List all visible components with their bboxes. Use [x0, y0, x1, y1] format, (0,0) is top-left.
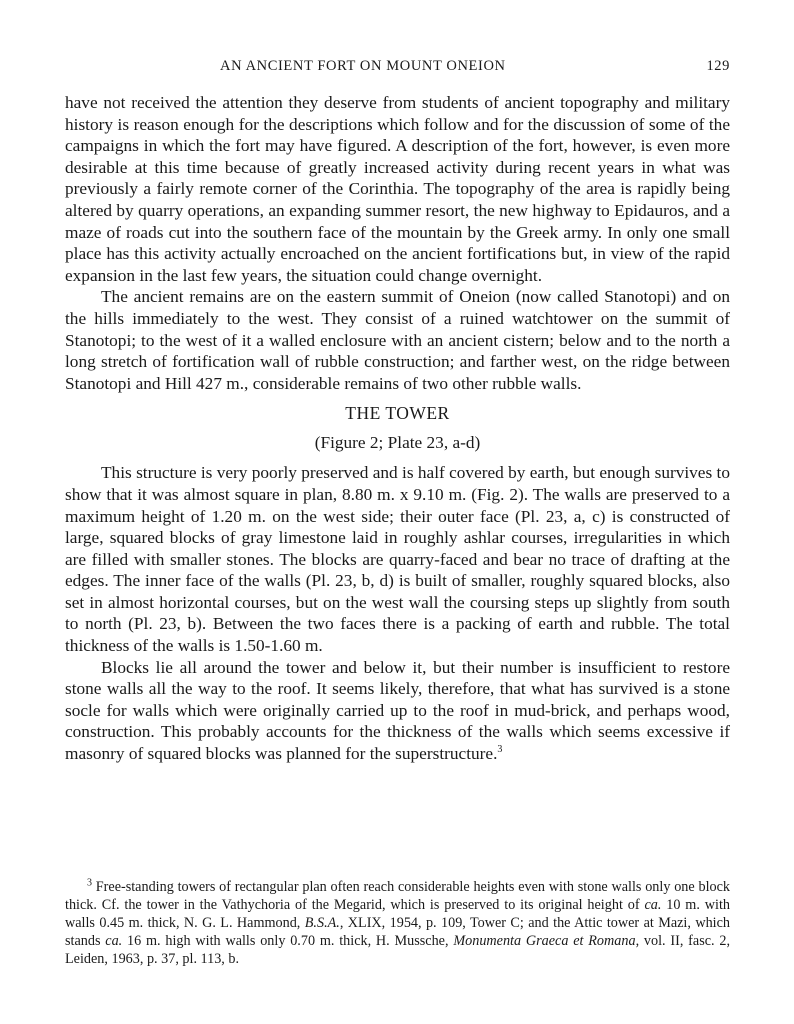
- running-title: AN ANCIENT FORT ON MOUNT ONEION: [220, 58, 506, 74]
- footnote-series-title: Monumenta Graeca et Romana: [453, 933, 636, 949]
- footnote-marker: 3: [87, 877, 92, 889]
- body-text: [65, 92, 730, 765]
- footnote-journal-bsa: B.S.A.: [304, 915, 340, 931]
- footnote-ca-1: ca.: [644, 897, 662, 913]
- footnote: [65, 878, 730, 968]
- footnote-text-b: 10 m. with walls 0.45 m. thick, N. G. L. Hammond,: [65, 897, 730, 931]
- footnote-reference[interactable]: 3: [497, 744, 503, 756]
- paragraph-3: This structure is very poorly preserved and is half covered by earth, but enough survives to show that it was almost square in plan, 8.80 m. x 9.10 m. (Fig. 2). The walls are preserved to a maximum height of 1.20 m. on the west side; their outer face (Pl. 23, a, c) is constructed of large, squared blocks of gray limestone laid in roughly ashlar courses, irregularities in which are filled with smaller stones. The blocks are quarry-faced and bear no trace of drafting at the edges. The inner face of the walls (Pl. 23, b, d) is built of smaller, roughly squared blocks, also set in almost horizontal courses, but on the west wall the coursing steps up slightly from south to north (Pl. 23, b). Between the two faces there is a packing of earth and rubble. The total thickness of the walls is 1.50-1.60 m.: [65, 463, 730, 656]
- footnote-3: [65, 878, 730, 968]
- paragraph-4: [65, 657, 730, 765]
- page-number: 129: [706, 58, 730, 74]
- footnote-text-d: 16 m. high with walls only 0.70 m. thick, H. Mussche,: [122, 933, 454, 949]
- paragraph-1: have not received the attention they deserve from students of ancient topography and military history is reason enough for the descriptions which follow and for the discussion of some of the campaigns in which the fort may have figured. A description of the fort, however, is even more desirable at this time because of greatly increased activity during recent years in what was previously a fairly remote corner of the Corinthia. The topography of the area is rapidly being altered by quarry operations, an expanding summer resort, the new highway to Epidauros, and a maze of roads cut into the southern face of the mountain by the Greek army. In only one small place has this activity actually encroached on the ancient fortifications but, in view of the rapid expansion in the last few years, the situation could change overnight.: [65, 93, 730, 285]
- section-subheading: (Figure 2; Plate 23, a-d): [314, 433, 481, 453]
- footnote-text-e: , vol. II, fasc. 2, Leiden, 1963, p. 37, pl. 113, b.: [65, 933, 731, 967]
- paragraph-4-text: Blocks lie all around the tower and below it, but their number is insufficient to restore stone walls all the way to the roof. It seems likely, therefore, that what has survived is a stone socle for walls which were originally carried up to the roof in mud-brick, and perhaps wood, construction. This probably accounts for the thickness of the walls which seems excessive if masonry of squared blocks was planned for the superstructure.: [65, 657, 730, 764]
- section-heading: THE TOWER: [345, 403, 450, 424]
- footnote-text-c: , XLIX, 1954, p. 109, Tower C; and the Attic tower at Mazi, which stands: [65, 915, 730, 949]
- footnote-ca-2: ca.: [105, 933, 123, 949]
- paragraph-2: The ancient remains are on the eastern summit of Oneion (now called Stanotopi) and on the hills immediately to the west. They consist of a ruined watchtower on the summit of Stanotopi; to the west of it a walled enclosure with an ancient cistern; below and to the north a long stretch of fortification wall of rubble construction; and farther west, on the ridge between Stanotopi and Hill 427 m., considerable remains of two other rubble walls.: [65, 287, 730, 393]
- footnote-text-a: Free-standing towers of rectangular plan often reach considerable heights even with stone walls only one block thick. Cf. the tower in the Vathychoria of the Megarid, which is preserved to its original height of: [65, 879, 730, 913]
